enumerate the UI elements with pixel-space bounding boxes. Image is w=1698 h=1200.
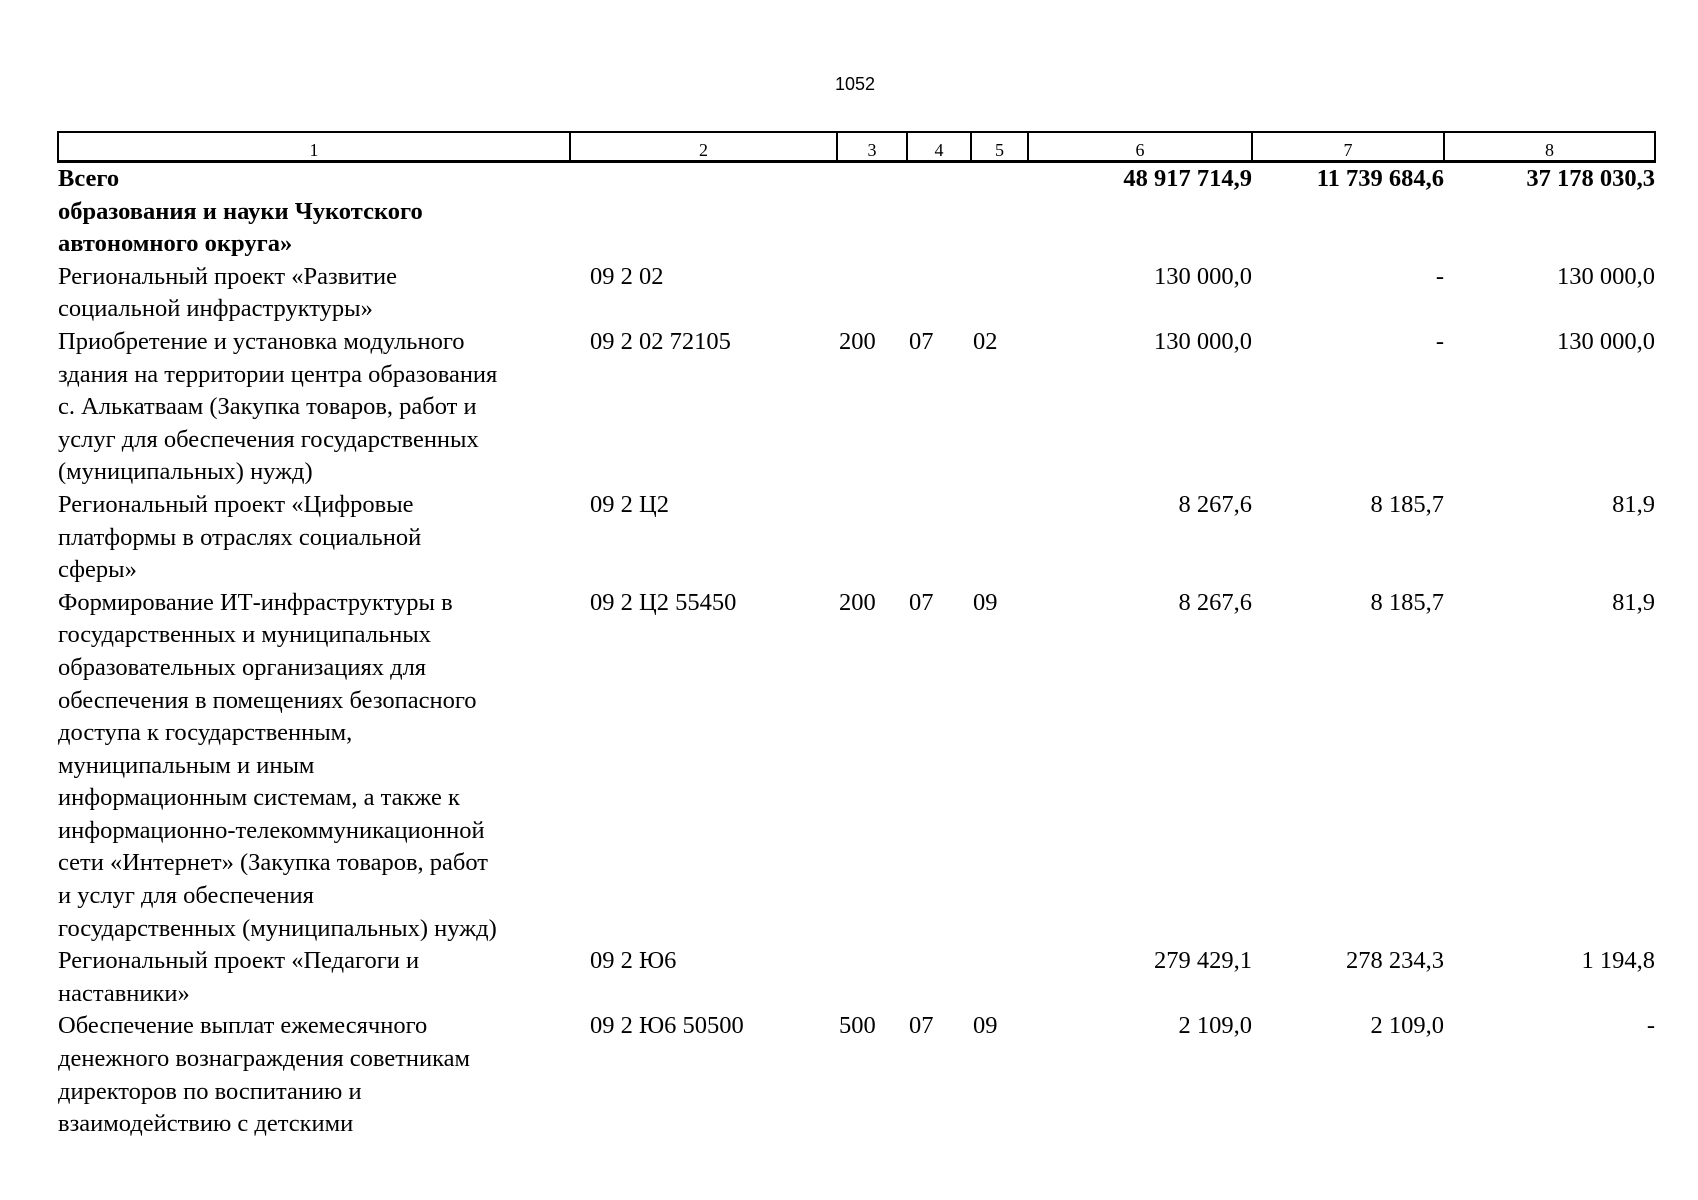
column-header-4: 4 <box>907 132 971 162</box>
item-name: Региональный проект «Цифровые платформы в отраслях социальной сферы» <box>58 490 422 584</box>
section-code <box>907 945 971 1010</box>
amount-total: 279 429,1 <box>1154 947 1252 975</box>
budget-code <box>570 162 837 261</box>
column-header-8: 8 <box>1444 132 1655 162</box>
expense-type-code <box>837 261 907 326</box>
column-header-6: 6 <box>1028 132 1252 162</box>
item-name: Региональный проект «Развитие социальной инфраструктуры» <box>58 262 397 323</box>
item-name: Региональный проект «Педагоги и наставники» <box>58 947 420 1007</box>
item-name: Обеспечение выплат ежемесячного денежного вознаграждения советникам директоров по воспитанию и взаимодействию с детскими <box>58 1012 471 1138</box>
budget-code: 09 2 02 72105 <box>590 327 731 355</box>
section-code <box>907 162 971 261</box>
amount-regional: 130 000,0 <box>1557 262 1655 290</box>
amount-federal: - <box>1435 262 1444 290</box>
amount-federal: 11 739 684,6 <box>1316 165 1444 192</box>
item-name: Приобретение и установка модульного здания на территории центра образования с. Алькатваам (Закупка товаров, работ и услуг для обеспечения государственных (муниципальных) нужд) <box>58 327 498 486</box>
section-code <box>907 489 971 587</box>
amount-federal: 278 234,3 <box>1346 947 1444 975</box>
subsection-code: 02 <box>973 327 998 355</box>
column-header-1: 1 <box>58 132 570 162</box>
expense-type-code: 200 <box>839 588 876 616</box>
budget-code: 09 2 Ю6 50500 <box>590 1012 744 1040</box>
column-header-7: 7 <box>1252 132 1444 162</box>
column-number-row <box>58 132 1655 162</box>
amount-total: 2 109,0 <box>1178 1012 1252 1040</box>
column-header-3: 3 <box>837 132 907 162</box>
budget-code: 09 2 Ц2 <box>590 490 669 518</box>
subsection-code <box>971 945 1028 1010</box>
subsection-code: 09 <box>973 588 998 616</box>
expense-type-code: 500 <box>839 1012 876 1040</box>
section-code: 07 <box>909 1012 934 1040</box>
table-row <box>58 1010 1655 1140</box>
amount-regional: 81,9 <box>1612 588 1655 616</box>
section-code <box>907 261 971 326</box>
column-header-5: 5 <box>971 132 1028 162</box>
subsection-code <box>971 162 1028 261</box>
page-number: 1052 <box>834 74 876 94</box>
section-code: 07 <box>909 588 934 616</box>
amount-federal: 8 185,7 <box>1370 490 1444 518</box>
amount-regional: - <box>1646 1012 1655 1040</box>
amount-federal: 2 109,0 <box>1370 1012 1444 1040</box>
subsection-code <box>971 261 1028 326</box>
amount-total: 8 267,6 <box>1178 588 1252 616</box>
table-row <box>58 261 1655 326</box>
item-name: Всего образования и науки Чукотского автономного округа» <box>58 165 423 258</box>
budget-code: 09 2 02 <box>590 262 664 290</box>
expense-type-code <box>837 162 907 261</box>
budget-code: 09 2 Ц2 55450 <box>590 588 737 616</box>
amount-total: 130 000,0 <box>1154 327 1252 355</box>
amount-federal: - <box>1435 327 1444 355</box>
budget-code: 09 2 Ю6 <box>590 947 677 975</box>
section-code: 07 <box>909 327 934 355</box>
table-row <box>58 489 1655 587</box>
amount-regional: 1 194,8 <box>1581 947 1655 975</box>
table-row <box>58 587 1655 946</box>
expense-type-code: 200 <box>839 327 876 355</box>
expense-type-code <box>837 489 907 587</box>
amount-total: 130 000,0 <box>1154 262 1252 290</box>
subsection-code: 09 <box>973 1012 998 1040</box>
table-row <box>58 945 1655 1010</box>
table-body <box>58 162 1655 1141</box>
amount-total: 48 917 714,9 <box>1123 165 1252 192</box>
table-header <box>58 132 1655 162</box>
column-header-2: 2 <box>570 132 837 162</box>
amount-federal: 8 185,7 <box>1370 588 1444 616</box>
expense-type-code <box>837 945 907 1010</box>
amount-regional: 37 178 030,3 <box>1526 165 1655 192</box>
table-row <box>58 162 1655 261</box>
amount-regional: 130 000,0 <box>1557 327 1655 355</box>
budget-table <box>57 131 1656 1141</box>
amount-total: 8 267,6 <box>1178 490 1252 518</box>
amount-regional: 81,9 <box>1612 490 1655 518</box>
subsection-code <box>971 489 1028 587</box>
item-name: Формирование ИТ-инфраструктуры в государственных и муниципальных образовательных организациях для обеспечения в помещениях безопасного доступа к государственным, муниципальным и иным информационным системам, а также к информационно-телекоммуникационной сети «Интернет» (Закупка товаров, работ и услуг для обеспечения государственных (муниципальных) нужд) <box>58 588 497 942</box>
table-row <box>58 326 1655 489</box>
